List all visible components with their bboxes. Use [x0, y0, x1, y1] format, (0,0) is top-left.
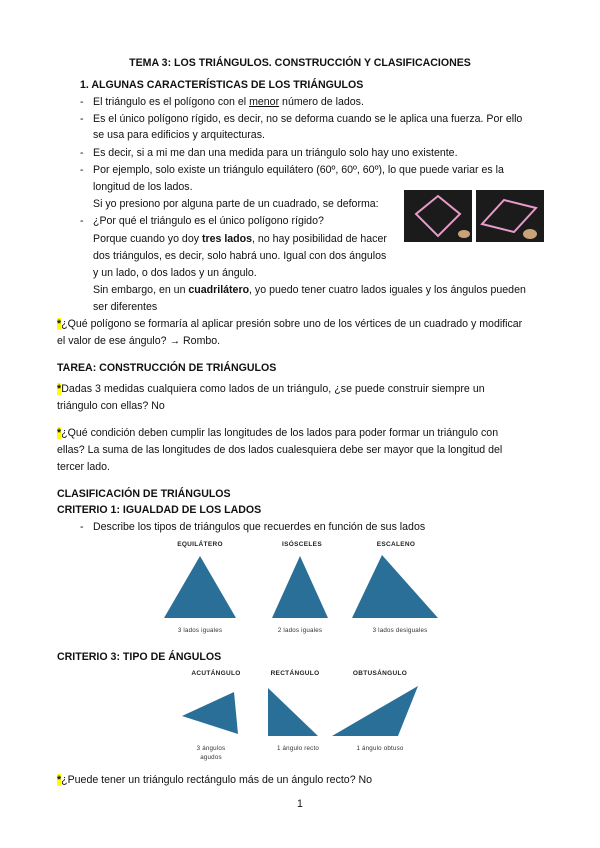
caption-obtusangulo: 1 ángulo obtuso — [356, 745, 404, 752]
list-item-continuation: dos triángulos, es decir, solo habrá uno. Igual con dos ángulos — [93, 250, 387, 262]
isosceles-triangle — [272, 556, 328, 618]
label-isosceles: ISÓSCELES — [282, 541, 322, 548]
list-bullet: - — [80, 164, 84, 176]
caption-acutangulo-line2: agudos — [200, 754, 222, 761]
list-item: Por ejemplo, solo existe un triángulo equilátero (60º, 60º, 60º), lo que puede variar es la — [93, 164, 504, 176]
list-item-continuation: Si yo presiono por alguna parte de un cuadrado, se deforma: — [93, 198, 379, 210]
list-item-continuation: ser diferentes — [93, 301, 158, 313]
section-heading-clasificacion: CLASIFICACIÓN DE TRIÁNGULOS — [57, 488, 231, 500]
obtuse-triangle — [332, 686, 418, 736]
label-escaleno: ESCALENO — [376, 541, 416, 548]
question-rombo: *¿Qué polígono se formaría al aplicar presión sobre uno de los vértices de un cuadrado y modificar — [57, 318, 523, 330]
list-item: ¿Por qué el triángulo es el único polígono rígido? — [93, 215, 324, 227]
list-item: El triángulo es el polígono con el menor número de lados. — [93, 96, 364, 108]
list-item: Es el único polígono rígido, es decir, no se deforma cuando se le aplica una fuerza. Por ello — [93, 113, 523, 125]
acute-triangle — [182, 692, 238, 734]
list-item-continuation: se usa para edificios y arquitecturas. — [93, 129, 265, 141]
list-item-continuation: Porque cuando yo doy tres lados, no hay posibilidad de hacer — [93, 233, 387, 245]
list-bullet: - — [80, 521, 84, 533]
caption-equilatero: 3 lados iguales — [177, 627, 223, 634]
label-rectangulo: RECTÁNGULO — [270, 670, 320, 677]
scalene-triangle — [352, 555, 438, 618]
section-heading-caracteristicas: 1. ALGUNAS CARACTERÍSTICAS DE LOS TRIÁNGULOS — [80, 79, 364, 91]
page-number: 1 — [297, 798, 303, 810]
equilateral-triangle — [164, 556, 236, 618]
list-bullet: - — [80, 96, 84, 108]
label-acutangulo: ACUTÁNGULO — [191, 670, 241, 677]
page-title: TEMA 3: LOS TRIÁNGULOS. CONSTRUCCIÓN Y CLASIFICACIONES — [129, 57, 471, 69]
section-heading-tarea: TAREA: CONSTRUCCIÓN DE TRIÁNGULOS — [57, 362, 277, 374]
label-equilatero: EQUILÁTERO — [177, 541, 223, 548]
list-item: Describe los tipos de triángulos que recuerdes en función de sus lados — [93, 521, 426, 533]
triangles-by-sides — [150, 552, 450, 622]
caption-acutangulo: 3 ángulos — [196, 745, 226, 752]
right-triangle — [268, 688, 318, 736]
list-item-continuation: Sin embargo, en un cuadrilátero, yo puedo tener cuatro lados iguales y los ángulos pueden — [93, 284, 526, 296]
caption-rectangulo: 1 ángulo recto — [276, 745, 320, 752]
question-rombo-continuation: el valor de ese ángulo? → Rombo. — [57, 335, 221, 347]
question-condicion-continuation: tercer lado. — [57, 461, 110, 473]
caption-escaleno: 3 lados desiguales — [372, 627, 428, 634]
label-obtusangulo: OBTUSÁNGULO — [352, 670, 408, 677]
criterio-3-heading: CRITERIO 3: TIPO DE ÁNGULOS — [57, 651, 222, 663]
question-condicion: *¿Qué condición deben cumplir las longitudes de los lados para poder formar un triángulo con — [57, 427, 499, 439]
list-bullet: - — [80, 113, 84, 125]
question-construir: *Dadas 3 medidas cualquiera como lados de un triángulo, ¿se puede construir siempre un — [57, 383, 485, 395]
list-bullet: - — [80, 147, 84, 159]
question-condicion-continuation: ellas? La suma de las longitudes de dos lados cualesquiera debe ser mayor que la longitud del — [57, 444, 503, 456]
list-item-continuation: longitud de los lados. — [93, 181, 193, 193]
caption-isosceles: 2 lados iguales — [277, 627, 323, 634]
list-item-continuation: y un lado, o dos lados y un ángulo. — [93, 267, 257, 279]
question-construir-continuation: triángulo con ellas? No — [57, 400, 165, 412]
square-deformation-photo — [404, 190, 544, 242]
criterio-1-heading: CRITERIO 1: IGUALDAD DE LOS LADOS — [57, 504, 262, 516]
list-item: Es decir, si a mi me dan una medida para un triángulo solo hay uno existente. — [93, 147, 458, 159]
question-rectangulo: *¿Puede tener un triángulo rectángulo más de un ángulo recto? No — [57, 774, 373, 786]
triangles-by-angles — [170, 684, 430, 740]
list-bullet: - — [80, 215, 84, 227]
